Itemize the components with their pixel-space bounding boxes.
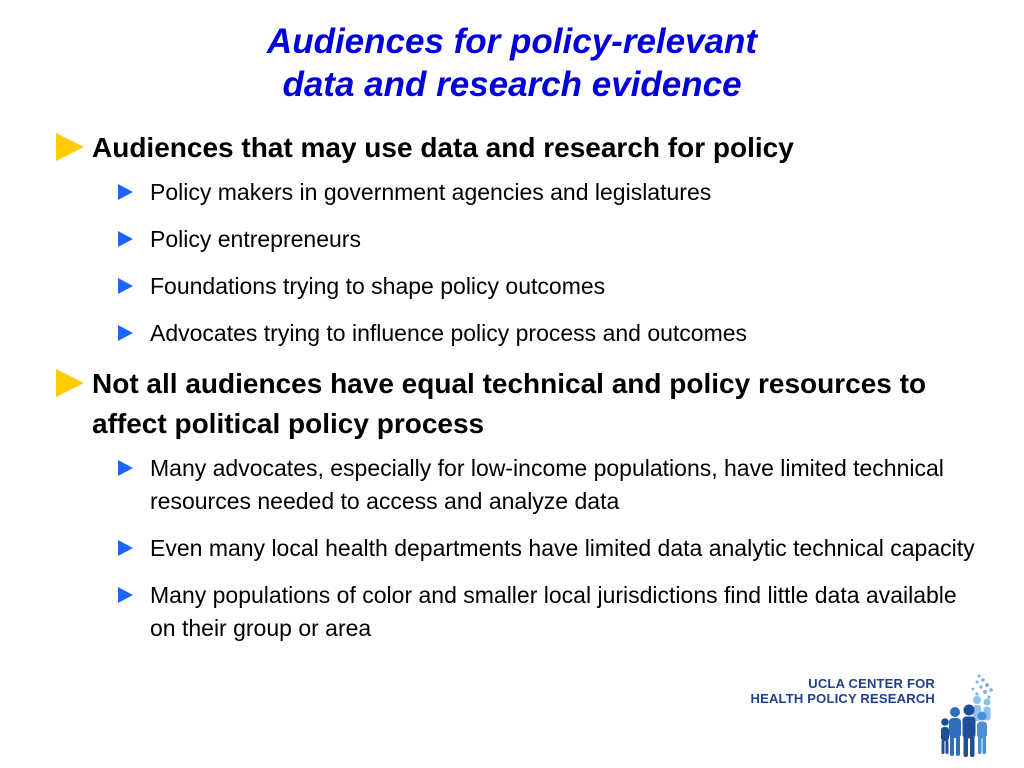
slide-title [0,20,1024,106]
bullet-level1-text: Not all audiences have equal technical and policy resources to affect political policy process [92,368,927,439]
bullet-level1-text: Audiences that may use data and research for policy [92,132,794,163]
bullet-level2-text: Foundations trying to shape policy outcomes [150,273,606,299]
blue-triangle-bullet-icon [118,587,133,603]
bullet-level2 [54,452,984,518]
bullet-list [54,128,984,659]
bullet-level2 [54,223,984,256]
bullet-level2 [54,176,984,209]
slide-title-line-1: Audiences for policy-relevant [266,22,758,61]
yellow-triangle-bullet-icon [56,369,84,397]
blue-triangle-bullet-icon [118,184,133,200]
bullet-level2 [54,317,984,350]
blue-triangle-bullet-icon [118,540,133,556]
bullet-level2 [54,270,984,303]
ucla-chpr-logo [750,672,995,758]
people-group-icon [937,672,995,758]
blue-triangle-bullet-icon [118,460,133,476]
yellow-triangle-bullet-icon [56,133,84,161]
bullet-level1 [54,128,984,168]
bullet-level2-text: Many advocates, especially for low-income populations, have limited technical resources needed to access and analyze data [150,455,944,514]
bullet-level2 [54,579,984,645]
bullet-level2-text: Policy makers in government agencies and legislatures [150,179,712,205]
bullet-level2 [54,532,984,565]
logo-text-line-2: HEALTH POLICY RESEARCH [750,691,935,706]
bullet-level2-text: Even many local health departments have limited data analytic technical capacity [150,535,975,561]
bullet-level1 [54,364,984,444]
blue-triangle-bullet-icon [118,231,133,247]
bullet-level2-text: Policy entrepreneurs [150,226,361,252]
bullet-level2-text: Many populations of color and smaller local jurisdictions find little data available on their group or area [150,582,957,641]
logo-text-line-1: UCLA CENTER FOR [808,676,935,691]
bullet-level2-text: Advocates trying to influence policy process and outcomes [150,320,748,346]
blue-triangle-bullet-icon [118,278,133,294]
blue-triangle-bullet-icon [118,325,133,341]
slide-title-line-2: data and research evidence [282,65,742,104]
